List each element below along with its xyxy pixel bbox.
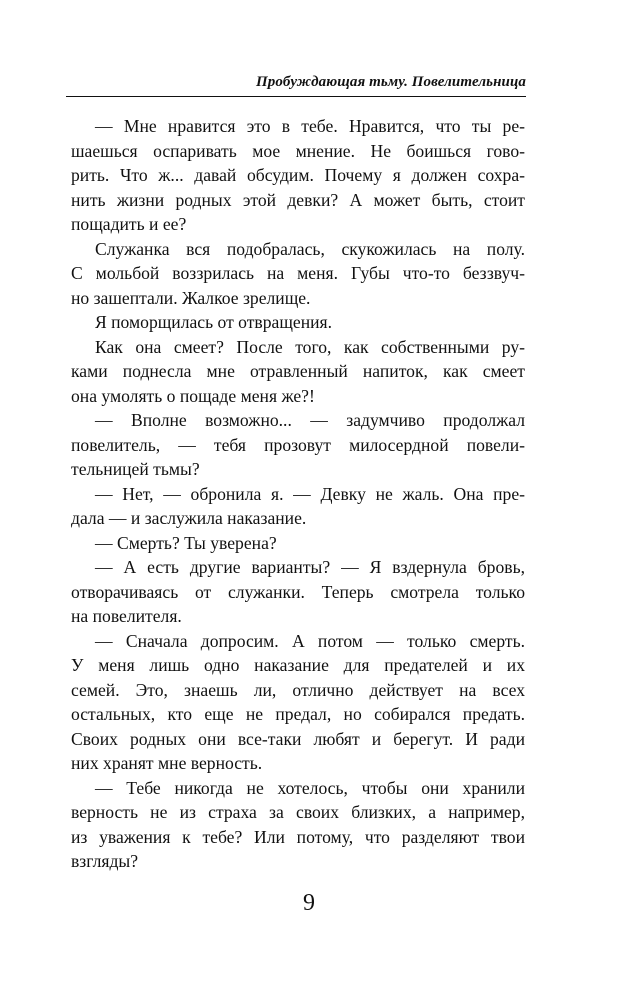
page-number: 9 [303, 890, 315, 916]
text-line: из уважения к тебе? Или потому, что разделяют твои [71, 826, 525, 847]
text-line: С мольбой воззрилась на меня. Губы что-то беззвуч- [71, 263, 525, 283]
running-header [66, 72, 526, 97]
text-line: тельницей тьмы? [71, 459, 200, 479]
text-line: — Тебе никогда не хотелось, чтобы они хранили [95, 777, 525, 798]
text-line: на повелителя. [71, 606, 182, 626]
text-line: — Смерть? Ты уверена? [95, 532, 277, 553]
text-line: — А есть другие варианты? — Я вздернула бровь, [95, 557, 525, 577]
text-line: них хранят мне верность. [71, 753, 263, 773]
text-line: Как она смеет? После того, как собственными ру- [95, 336, 525, 357]
text-line: она умолять о пощаде меня же?! [71, 385, 315, 406]
running-title: Пробуждающая тьму. Повелительница [255, 74, 526, 90]
body-text [71, 114, 525, 874]
text-line: повелитель, — тебя прозовут милосердной повели- [71, 434, 525, 455]
text-line: Я поморщилась от отвращения. [95, 312, 333, 332]
text-line: У меня лишь одно наказание для предателей и их [71, 655, 525, 675]
text-line: шаешься оспаривать мое мнение. Не боишься гово- [71, 140, 525, 161]
text-line: — Сначала допросим. А потом — только смерть. [95, 630, 525, 651]
text-line: — Вполне возможно... — задумчиво продолжал [95, 410, 525, 430]
text-line: остальных, кто еще не предал, но собирался предать. [71, 704, 525, 724]
text-line: взгляды? [71, 851, 139, 871]
text-line: ками поднесла мне отравленный напиток, как смеет [71, 361, 525, 381]
text-line: — Нет, — обронила я. — Девку не жаль. Она пре- [95, 483, 525, 504]
text-line: но зашептали. Жалкое зрелище. [71, 287, 311, 308]
text-line: Своих родных они все-таки любят и берегут. И ради [71, 728, 525, 749]
text-line: рить. Что ж... давай обсудим. Почему я должен сохра- [71, 165, 525, 185]
text-line: пощадить и ее? [71, 214, 187, 234]
text-line: верность не из страха за своих близких, а например, [71, 802, 525, 822]
text-line: Служанка вся подобралась, скукожилась на полу. [95, 238, 525, 259]
text-line: нить жизни родных этой девки? А может быть, стоит [71, 189, 525, 210]
text-line: семей. Это, знаешь ли, отлично действует на всех [71, 679, 525, 700]
text-line: — Мне нравится это в тебе. Нравится, что ты ре- [95, 116, 525, 136]
text-line: дала — и заслужила наказание. [71, 508, 307, 528]
text-line: отворачиваясь от служанки. Теперь смотрела только [71, 581, 525, 602]
